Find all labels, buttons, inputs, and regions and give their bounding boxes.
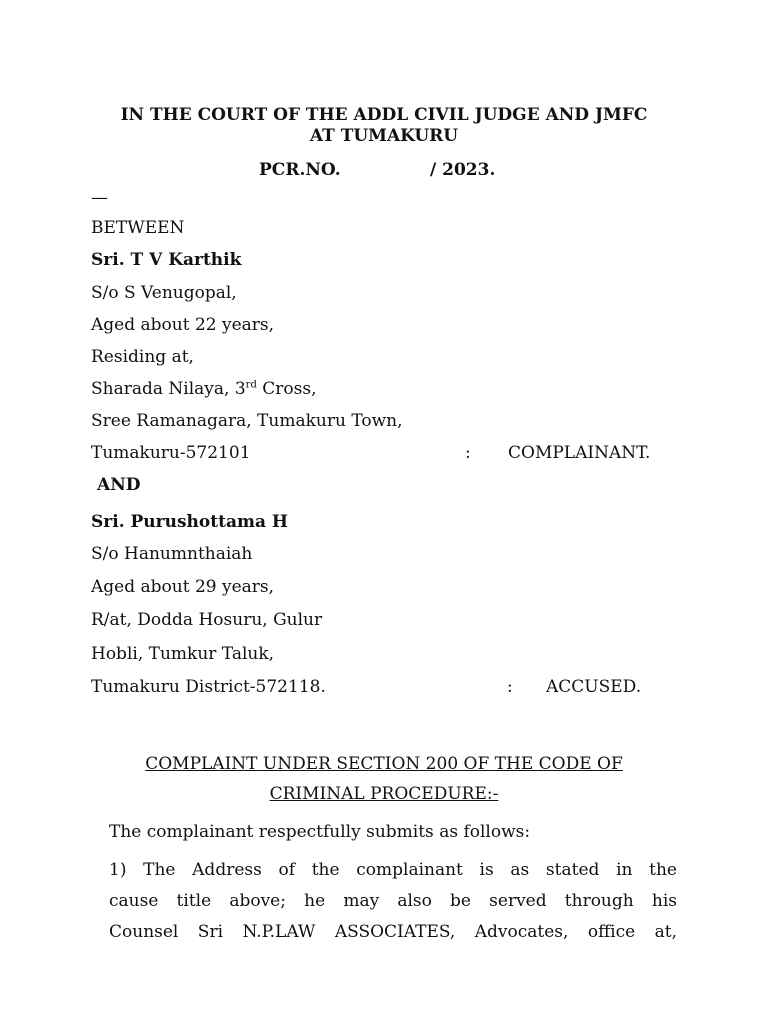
complainant-age: Aged about 22 years, [91,315,275,335]
complainant-colon: : [465,443,471,463]
complainant-father: S/o S Venugopal, [91,283,237,303]
court-heading: IN THE COURT OF THE ADDL CIVIL JUDGE AND JMFC [120,105,648,125]
complaint-title-2: CRIMINAL PROCEDURE:- [269,784,499,804]
complainant-role: COMPLAINANT. [508,443,651,463]
accused-age: Aged about 29 years, [91,577,275,597]
para1-line-2: cause title above; he may also be served through his [109,891,677,911]
accused-role: ACCUSED. [546,677,642,697]
pcr-label: PCR.NO. [259,160,341,180]
complainant-address-3: Tumakuru-572101 [91,443,251,463]
intro-line: The complainant respectfully submits as follows: [109,822,531,842]
complaint-title-1: COMPLAINT UNDER SECTION 200 OF THE CODE OF [145,754,623,774]
para1-line-3: Counsel Sri N.P.LAW ASSOCIATES, Advocates, office at, [109,922,677,942]
court-location: AT TUMAKURU [309,126,459,146]
dash-mark: — [91,188,108,208]
accused-address-1: R/at, Dodda Hosuru, Gulur [91,610,323,630]
accused-colon: : [507,677,513,697]
complainant-residing: Residing at, [91,347,194,367]
pcr-year: / 2023. [430,160,496,180]
accused-father: S/o Hanumnthaiah [91,544,253,564]
complainant-address-1: Sharada Nilaya, 3rd Cross, [91,379,317,399]
complainant-address-2: Sree Ramanagara, Tumakuru Town, [91,411,403,431]
between-label: BETWEEN [91,218,185,238]
para1-line-1: 1) The Address of the complainant is as stated in the [109,860,677,880]
complainant-name: Sri. T V Karthik [91,250,242,270]
accused-address-3: Tumakuru District-572118. [91,677,326,697]
accused-address-2: Hobli, Tumkur Taluk, [91,644,275,664]
and-label: AND [97,475,141,495]
accused-name: Sri. Purushottama H [91,512,288,532]
